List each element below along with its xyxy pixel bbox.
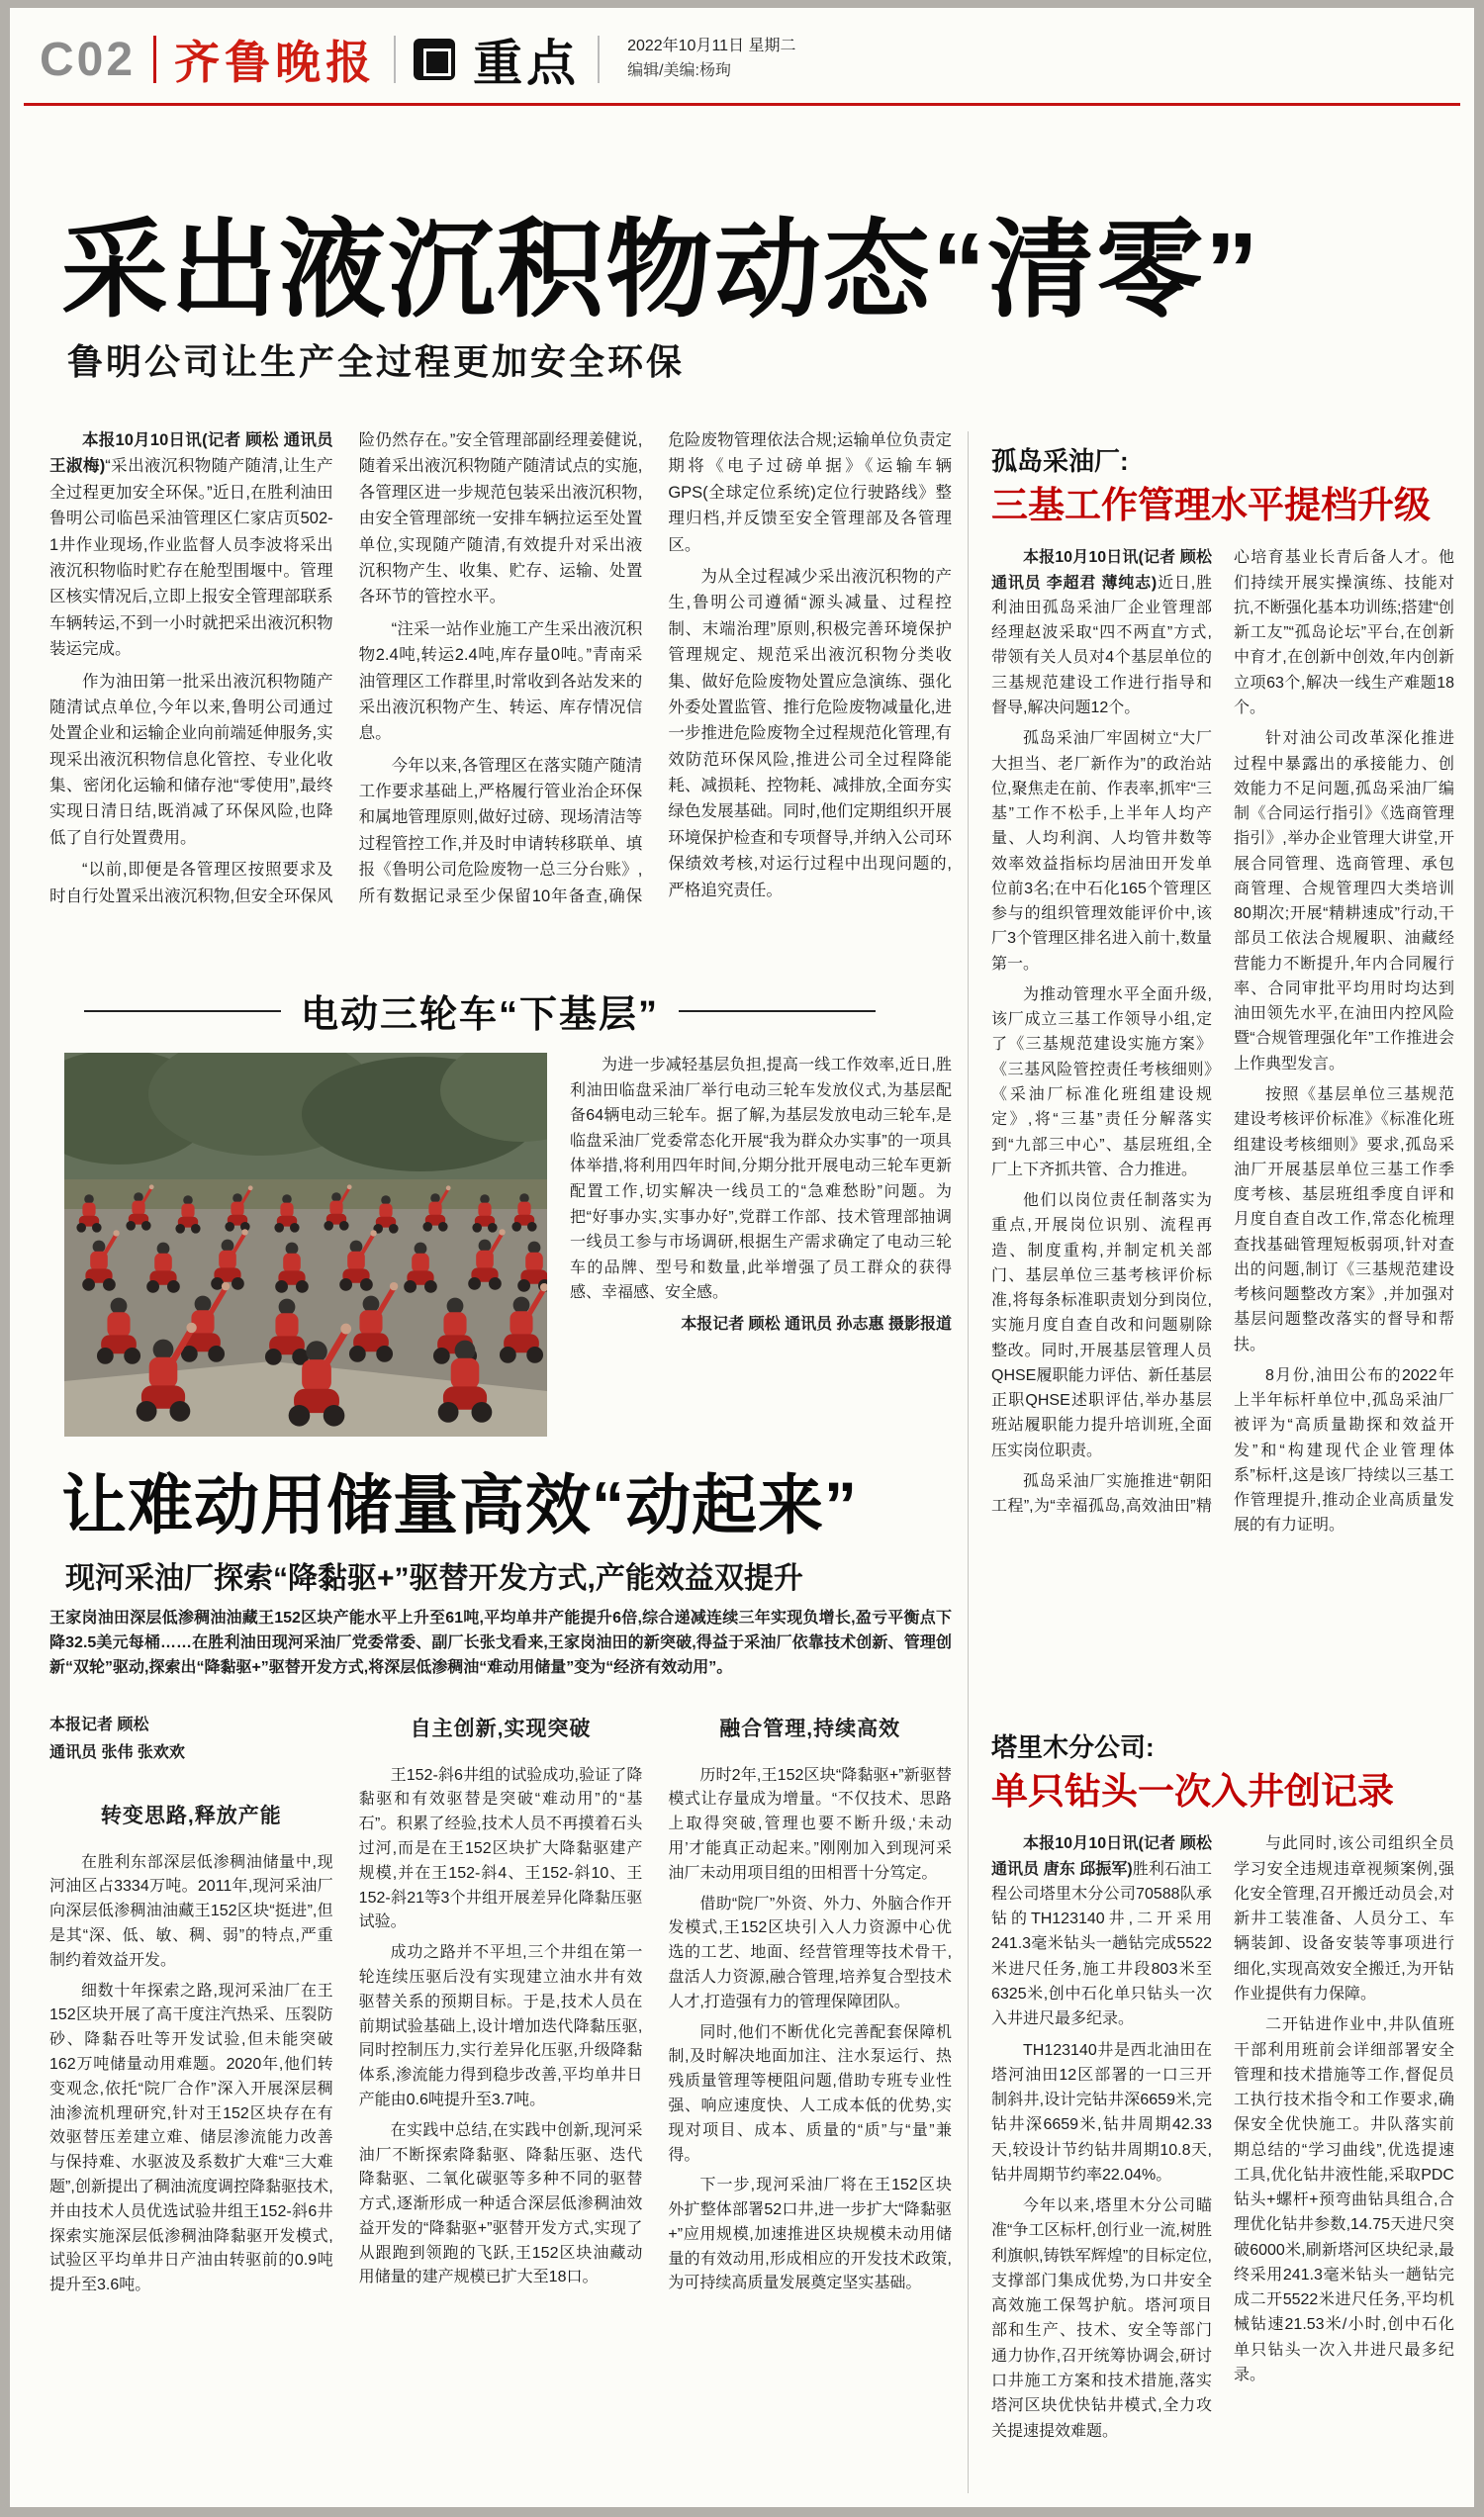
reserves-column-3 [668, 1712, 952, 2491]
article-kicker: 孤岛采油厂: [991, 446, 1129, 476]
reserves-column-1 [49, 1712, 333, 2491]
main-headline: 采出液沉积物动态“清零” [61, 210, 1261, 329]
paragraph: 细数十年探索之路,现河采油厂在王152区块开展了高干度注汽热采、压裂防砂、降黏吞吐等开发试验,但未能突破162万吨储量动用难题。2020年,他们转变观念,依托“院厂合作”深入开展深层稠油渗流机理研究,针对王152区块存在有效驱替压差建立难、储层渗流能力改善与保持难、水驱波及系数扩大难“三大难题”,创新提出了稠油流度调控降黏驱技术,并由技术人员优选试验井组王152-斜6井探索实施深层低渗稠油降黏驱开发模式,试验区平均单井日产油由转驱前的0.9吨提升至3.6吨。 [49, 1982, 333, 2294]
date-block [627, 35, 795, 84]
news-photo-illustration [64, 1053, 547, 1437]
main-subhead: 鲁明公司让生产全过程更加安全环保 [67, 341, 686, 382]
headline-rule-right [679, 1010, 876, 1012]
gudao-body [991, 545, 1454, 1665]
section-logo-icon [414, 39, 455, 80]
reserves-intro: 王家岗油田深层低渗稠油油藏王152区块产能水平上升至61吨,平均单井产能提升6倍,综合递减连续三年实现负增长,盈亏平衡点下降32.5美元每桶……在胜利油田现河采油厂党委常委、副厂长张戈看来,王家岗油田的新突破,得益于采油厂依靠技术创新、管理创新“双轮”驱动,探索出“降黏驱+”驱替开发方式,将深层低渗稠油“难动用储量”变为“经济有效动用”。 [49, 1610, 952, 1676]
paragraph: 二开钻进作业中,井队值班干部利用班前会详细部署安全管理和技术措施等工作,督促员工执行技术指令和工作要求,确保安全优快施工。井队落实前期总结的“学习曲线”,优选提速工具,优化钻井液性能,采取PDC钻头+螺杆+预弯曲钻具组合,合理优化钻井参数,14.75天进尺突破6000米,刷新塔河区块纪录,最终采用241.3毫米钻头一趟钻完成二开5522米进尺任务,平均机械钻速21.53米/小时,创中石化单只钻头一次入井进尺最多纪录。 [1234, 2016, 1454, 2383]
paragraph: 为进一步减轻基层负担,提高一线工作效率,近日,胜利油田临盘采油厂举行电动三轮车发放仪式,为基层配备64辆电动三轮车。据了解,为基层发放电动三轮车,是临盘采油厂党委常态化开展“我为群众办实事”的一项具体举措,将利用四年时间,分期分批开展电动三轮车更新配置工作,切实解决一线员工的“急难愁盼”问题。为把“好事办实,实事办好”,党群工作部、技术管理部抽调一线员工参与市场调研,根据生产需求确定了电动三轮车的品牌、型号和数量,此举增强了员工群众的获得感、幸福感、安全感。 [570, 1057, 952, 1302]
paragraph: 在实践中总结,在实践中创新,现河采油厂不断探索降黏驱、降黏压驱、迭代降黏驱、二氧化碳驱等多种不同的驱替方式,逐渐形成一种适合深层低渗稠油效益开发的“降黏驱+”驱替开发方式,实现了从跟跑到领跑的飞跃,王152区块油藏动用储量的建产规模已扩大至18口。 [358, 2121, 643, 2286]
gudao-article [991, 441, 1454, 1665]
section-title: 重点 [473, 36, 581, 91]
byline: 本报10月10日讯(记者 顾松 通讯员 唐东 邱振军) [991, 1835, 1212, 1878]
byline: 本报10月10日讯(记者 顾松 通讯员 李超君 薄纯志) [991, 549, 1212, 592]
paragraph: 作为油田第一批采出液沉积物随产随清试点单位,今年以来,鲁明公司通过处置企业和运输企业向前端延伸服务,实现采出液沉积物信息化管控、专业化收集、密闭化运输和储存池“零使用”,最终实现日清日结,既消减了环保风险,也降低了自行处置费用。 [49, 672, 333, 847]
tricycle-headline: 电动三轮车“下基层” [301, 994, 660, 1036]
paragraph: “以前,即便是各管理区按照要求及时自行处置采出液沉积物,但安全环保风险仍然存在。”安全管理部副经理姜健说,随着采出液沉积物随产随清试点的实施,各管理区进一步规范包装采出液沉积物,由安全管理部统一安排车辆拉运至处置单位,实现随产随清,有效提升对采出液沉积物产生、收集、贮存、运输、处置各环节的管控水平。 [49, 431, 643, 905]
photo-credit: 本报记者 顾松 通讯员 孙志惠 摄影报道 [681, 1315, 952, 1333]
header-rule [24, 103, 1460, 106]
column-divider [968, 431, 969, 2493]
red-separator [153, 36, 156, 83]
paragraph: 他们以岗位责任制落实为重点,开展岗位识别、流程再造、制度重构,并制定机关部门、基层单位三基考核评价标准,将每条标准职责划分到岗位,实施月度自查自改和问题剔除整改。同时,开展基层管理人员QHSE履职能力评估、新任基层正职QHSE述职评估,举办基层班站履职能力提升培训班,全面压实岗位职责。 [991, 1192, 1212, 1459]
separator [394, 36, 396, 83]
page-sheet [10, 8, 1474, 2507]
section-subhead: 自主创新,实现突破 [410, 1718, 592, 1740]
paragraph: 借助“院厂”外资、外力、外脑合作开发模式,王152区块引入人力资源中心优选的工艺、地面、经营管理等技术骨干,盘活人力资源,融合管理,培养复合型技术人才,打造强有力的管理保障团队。 [668, 1895, 953, 2010]
paragraph: 为从全过程减少采出液沉积物的产生,鲁明公司遵循“源头减量、过程控制、末端治理”原则,积极完善环境保护管理规定、规范采出液沉积物分类收集、做好危险废物处置应急演练、强化外委处置监管、推行危险废物减量化,进一步推进危险废物全过程规范化管理,有效防范环保风险,推进公司全过程降能耗、减损耗、控物耗、减排放,全面夯实绿色发展基础。同时,他们定期组织开展环境保护检查和专项督导,并纳入公司环保绩效考核,对运行过程中出现问题的,严格追究责任。 [668, 567, 952, 899]
gudao-headline: 三基工作管理水平提档升级 [991, 485, 1431, 525]
paragraph: “注采一站作业施工产生采出液沉积物2.4吨,转运2.4吨,库存量0吨。”青南采油管理区工作群里,时常收到各站发来的采出液沉积物产生、转运、库存情况信息。 [358, 619, 643, 743]
lead-paragraph [991, 1831, 1212, 2031]
byline-block [49, 1712, 333, 1767]
article-kicker: 塔里木分公司: [991, 1732, 1155, 1762]
issue-date: 2022年10月11日 星期二 [627, 38, 796, 55]
paragraph: 下一步,现河采油厂将在王152区块外扩整体部署52口井,进一步扩大“降黏驱+”应用规模,加速推进区块规模未动用储量的有效动用,形成相应的开发技术政策,为可持续高质量发展奠定坚实基础。 [668, 2177, 953, 2292]
paragraph: 8月份,油田公布的2022年上半年标杆单位中,孤岛采油厂被评为“高质量勘探和效益开发”和“构建现代企业管理体系”标杆,这是该厂持续以三基工作管理提升,推动企业高质量发展的有力证明。 [1234, 1366, 1454, 1535]
paragraph: 今年以来,塔里木分公司瞄准“争工区标杆,创行业一流,树胜利旗帜,铸铁军辉煌”的目标定位,支撑部门集成优势,为口井安全高效施工保驾护航。塔河项目部和生产、技术、安全等部门通力协作,召开统筹协调会,研讨口井施工方案和技术措施,落实塔河区块优快钻井模式,全力攻关提速提效难题。 [991, 2197, 1212, 2440]
lead-text: 近日,胜利油田孤岛采油厂企业管理部经理赵波采取“四不两直”方式,带领有关人员对4个基层单位的三基规范建设工作进行指导和督导,解决问题12个。 [991, 574, 1212, 716]
paragraph: 在胜利东部深层低渗稠油储量中,现河油区占3334万吨。2011年,现河采油厂向深层低渗稠油油藏王152区块“挺进”,但是其“深、低、敏、稠、弱”的特点,严重制约着效益开发。 [49, 1853, 333, 1969]
paragraph: 同时,他们不断优化完善配套保障机制,及时解决地面加注、注水泵运行、热残质量管理等梗阻问题,借助专班专业性强、响应速度快、人工成本低的优势,实现对项目、成本、质量的“质”与“量”兼得。 [668, 2023, 953, 2164]
paragraph: 今年以来,各管理区在落实随产随清工作要求基础上,严格履行管业治企环保和属地管理原则,做好过磅、现场清洁等过程管控工作,并及时申请转移联单、填报《鲁明公司危险废物一总三分台账》,所有数据记录至少保留10年备查,确保危险废物管理依法合规;运输单位负责定期将《电子过磅单据》《运输车辆GPS(全球定位系统)定位行驶路线》整理归档,并反馈至安全管理部及各管理区。 [358, 431, 952, 905]
reserves-column-2 [359, 1712, 643, 2491]
lead-text: “采出液沉积物随产随清,让生产全过程更加安全环保。”近日,在胜利油田鲁明公司临邑采油管理区仁家店页502-1井作业现场,作业监督人员李波将采出液沉积物临时贮存在舱型围堰中。管理区核实情况后,立即上报安全管理部联系车辆转运,不到一小时就把采出液沉积物装运完成。 [49, 457, 333, 659]
tricycle-headline-row [84, 983, 876, 1038]
tricycle-article-body [570, 1053, 952, 1445]
headline-rule-left [84, 1010, 281, 1012]
separator [598, 36, 600, 83]
paragraph: 按照《基层单位三基规范建设考核评价标准》《标准化班组建设考核细则》要求,孤岛采油厂开展基层单位三基工作季度考核、基层班组季度自评和月度自查自改工作,常态化梳理查找基础管理短板弱项,针对查出的问题,制订《三基规范建设考核问题整改方案》,并加强对基层问题整改落实的督导和帮扶。 [1234, 1085, 1454, 1353]
paragraph: 针对油公司改革深化推进过程中暴露出的承接能力、创效能力不足问题,孤岛采油厂编制《合同运行指引》《选商管理指引》,举办企业管理大讲堂,开展合同管理、选商管理、承包商管理、合规管理四大类培训80期次;开展“精耕速成”行动,干部员工依法合规履职、油藏经营能力不断提升,年内合同履行率、合同审批平均用时均达到油田领先水平,在油田内控风险暨“合规管理强化年”工作推进会上作典型发言。 [1234, 730, 1454, 1072]
section-subhead: 融合管理,持续高效 [719, 1718, 901, 1740]
news-photo [64, 1053, 547, 1437]
paragraph: 孤岛采油厂牢固树立“大厂大担当、老厂新作为”的政治站位,聚焦走在前、作表率,抓牢“三基”工作不松手,上半年人均产量、人均利润、人均管井数等效率效益指标均居油田开发单位前3名;在中石化165个管理区参与的组织管理效能评价中,该厂3个管理区排名进入前十,数量第一。 [991, 730, 1212, 973]
lead-paragraph [49, 427, 333, 663]
byline-line: 本报记者 顾松 [49, 1717, 149, 1733]
paragraph: TH123140井是西北油田在塔河油田12区部署的一口三开制斜井,设计完钻井深6659米,完钻井深6659米,钻井周期42.33天,较设计节约钻井周期10.8天,钻井周期节约率22.04%。 [991, 2041, 1212, 2184]
lead-paragraph [991, 545, 1212, 720]
editor-credit: 编辑/美编:杨珣 [627, 62, 731, 79]
paragraph: 为推动管理水平全面升级,该厂成立三基工作领导小组,定了《三基规范建设实施方案》《三基风险管控责任考核细则》《采油厂标准化班组建设规定》,将“三基”责任分解落实到“九部三中心”、基层班组,全厂上下齐抓共管、合力推进。 [991, 985, 1212, 1178]
byline: 本报10月10日讯(记者 顾松 通讯员 王淑梅) [49, 431, 333, 476]
tarim-headline: 单只钻头一次入井创记录 [991, 1771, 1394, 1812]
paragraph: 王152-斜6井组的试验成功,验证了降黏驱和有效驱替是突破“难动用”的“基石”。积累了经验,技术人员不再摸着石头过河,而是在王152区块扩大降黏驱建产规模,并在王152-斜4、王152-斜10、王152-斜21等3个井组开展差异化降黏压驱试验。 [358, 1766, 643, 1931]
section-subhead: 转变思路,释放产能 [100, 1805, 282, 1827]
masthead-bar [40, 28, 796, 91]
paragraph: 历时2年,王152区块“降黏驱+”新驱替模式让存量成为增量。“不仅技术、思路上取得突破,管理也要不断升级,‘未动用’才能真正动起来。”刚刚加入到现河采油厂未动用项目组的田相晋十分笃定。 [668, 1766, 953, 1882]
paragraph: 与此同时,该公司组织全员学习安全违规违章视频案例,强化安全管理,召开搬迁动员会,对新井工装准备、人员分工、车辆装卸、设备安装等事项进行细化,实现高效安全搬迁,为开钻作业提供有力保障。 [1234, 1835, 1454, 2003]
byline-line: 通讯员 张伟 张欢欢 [49, 1744, 185, 1761]
reserves-subhead: 现河采油厂探索“降黏驱+”驱替开发方式,产能效益双提升 [65, 1562, 803, 1595]
lead-text: 胜利石油工程公司塔里木分公司70588队承钻的TH123140井,二开采用241.3毫米钻头一趟钻完成5522米进尺任务,施工井段803米至6325米,创中石化单只钻头一次入井进尺最多纪录。 [991, 1860, 1212, 2028]
main-article-body [49, 427, 952, 987]
reserves-headline: 让难动用储量高效“动起来” [61, 1468, 858, 1541]
paragraph: 孤岛采油厂实施推进“朝阳工程”,为“幸福孤岛,高效油田”精心培育基业长青后备人才。他们持续开展实操演练、技能对抗,不断强化基本功训练;搭建“创新工友”“孤岛论坛”平台,在创新中育才,在创新中创效,年内创新立项63个,解决一线生产难题18个。 [991, 549, 1454, 1516]
tarim-body [991, 1831, 1454, 2470]
newspaper-masthead: 齐鲁晚报 [174, 38, 377, 88]
reserves-columns [49, 1712, 952, 2491]
page-number: C02 [40, 33, 137, 86]
paragraph: 成功之路并不平坦,三个井组在第一轮连续压驱后没有实现建立油水井有效驱替关系的预期目标。于是,技术人员在前期试验基础上,设计增加迭代降黏压驱,同时控制压力,实行差异化压驱,升级降黏体系,渗流能力得到稳步改善,平均单井日产能由0.6吨提升至3.7吨。 [358, 1944, 643, 2108]
tarim-article [991, 1727, 1454, 2470]
